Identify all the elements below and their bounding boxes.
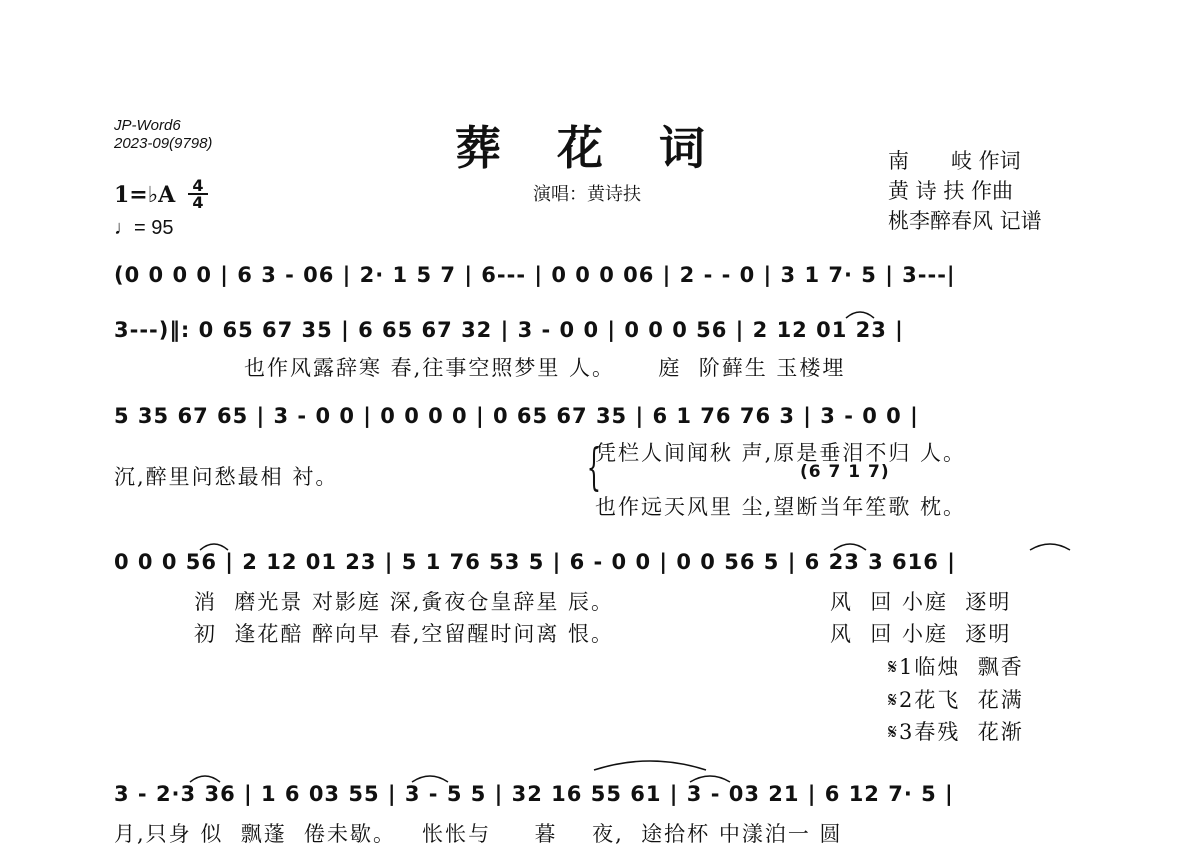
lyricist-credit: 南 岐 作词 <box>888 149 1021 173</box>
score-row-1: (0 0 0 0 | 6 3 - 06 | 2· 1 5 7 | 6--- | 0 0 0 06 | 2 - - 0 | 3 1 7· 5 | 3---| <box>114 263 956 287</box>
page-title: 葬花词 <box>455 121 761 175</box>
tie-mark <box>834 544 866 550</box>
score-row-4: 0 0 0 56 | 2 12 01 23 | 5 1 76 53 5 | 6 - 0 0 | 0 0 56 5 | 6 23 3 616 | <box>114 550 956 574</box>
date-label: 2023-09(9798) <box>114 135 213 152</box>
lyrics-row-3a: 沉,醉里问愁最相 衬。 <box>114 465 339 489</box>
tempo-marking: ♩= 95 <box>114 217 174 239</box>
lyrics-row-5: 月,只身 似 飘蓬 倦未歇。 怅怅与 暮 夜, 途拾杯 中漾泊一 圆 <box>114 822 843 846</box>
score-row-2: 3---)‖: 0 65 67 35 | 6 65 67 32 | 3 - 0 0 | 0 0 0 56 | 2 12 01 23 | <box>114 318 904 342</box>
singer-label: 演唱：黄诗扶 <box>533 184 641 205</box>
lyrics-row-4-verse1: 消 磨光景 对影庭 深,夤夜仓皇辞星 辰。 <box>194 590 615 614</box>
transcriber-credit: 桃李醉春风 记谱 <box>888 209 1042 233</box>
time-signature: 4 4 <box>188 178 208 210</box>
score-row-5: 3 - 2·3 36 | 1 6 03 55 | 3 - 5 5 | 32 16 55 61 | 3 - 03 21 | 6 12 7· 5 | <box>114 782 954 806</box>
score-row-3: 5 35 67 65 | 3 - 0 0 | 0 0 0 0 | 0 65 67 35 | 6 1 76 76 3 | 3 - 0 0 | <box>114 404 919 428</box>
lyrics-row-3-verse1: 凭栏人间闻秋 声,原是垂泪不归 人。 <box>595 441 967 465</box>
verse-brace: { <box>586 438 602 496</box>
lyrics-row-3-verse2: 也作远天风里 尘,望断当年笙歌 枕。 <box>595 495 967 519</box>
tie-mark <box>200 544 228 550</box>
tie-mark <box>594 761 706 770</box>
tie-mark <box>412 776 448 782</box>
lyrics-row-4-verse1-end: 风 回 小庭 逐明 <box>830 590 1012 614</box>
lyrics-row-2: 也作风露辞寒 春,往事空照梦里 人。 庭 阶藓生 玉楼埋 <box>244 356 846 380</box>
lyrics-row-4-verse2: 初 逢花醅 醉向早 春,空留醒时问离 恨。 <box>194 622 615 646</box>
lyrics-row-4-verse2-end: 风 回 小庭 逐明 <box>830 622 1012 646</box>
tie-mark <box>1030 544 1070 550</box>
segno-line-3: 𝄋3春残 花渐 <box>888 720 1024 744</box>
tie-mark <box>190 776 220 782</box>
tie-mark <box>690 776 730 782</box>
tie-mark <box>846 312 874 318</box>
composer-credit: 黄 诗 扶 作曲 <box>888 179 1014 203</box>
software-label: JP-Word6 <box>114 117 181 134</box>
key-signature: 1=♭A <box>114 182 176 208</box>
alt-notes-row-3: (6 7 1 7) <box>800 462 890 482</box>
segno-line-1: 𝄋1临烛 飘香 <box>888 655 1024 679</box>
segno-line-2: 𝄋2花飞 花满 <box>888 688 1024 712</box>
